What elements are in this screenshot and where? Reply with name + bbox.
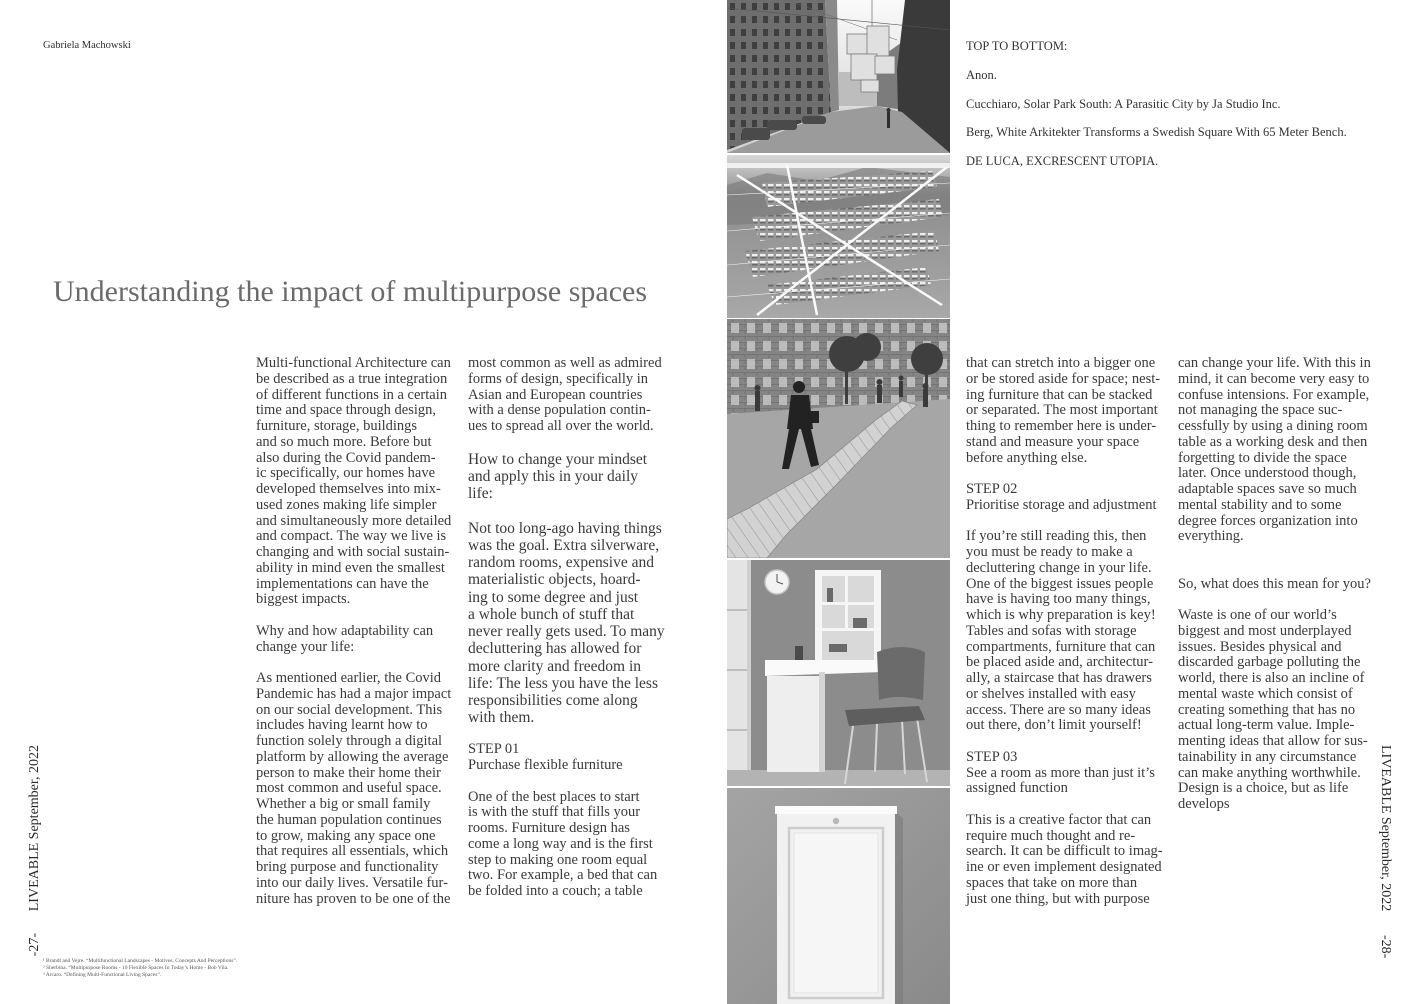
right-column-2: [1178, 356, 1371, 829]
text-line: STEP 03: [966, 748, 1018, 765]
running-head-left: LIVEABLE September, 2022: [27, 745, 42, 912]
text-line: discarded garbage polluting the: [1178, 654, 1361, 671]
text-line: Prioritise storage and adjustment: [966, 496, 1157, 513]
text-line: includes having learnt how to: [256, 717, 428, 734]
text-line: Berg, White Arkitekter Transforms a Swedish Square With 65 Meter Bench.: [966, 125, 1347, 140]
page-number-right: -28-: [1378, 935, 1393, 959]
photo-swedish-square-bench: [727, 319, 950, 558]
text-line: rooms. Furniture design has: [468, 820, 630, 836]
text-line: forms of design, specifically in: [468, 370, 648, 387]
text-line: degree forces organization into: [1178, 512, 1358, 529]
step-heading: [468, 742, 665, 774]
text-line: can change your life. With this in: [1178, 355, 1371, 371]
text-line: used zones making life simpler: [256, 496, 437, 513]
text-line: Waste is one of our world’s: [1178, 607, 1337, 623]
text-line: with them.: [468, 709, 535, 727]
text-line: world, there is also an incline of: [1178, 670, 1365, 686]
text-line: ³ Arcaro. “Defining Multi-Functional Living Spaces”.: [43, 972, 162, 978]
image-credits: [966, 39, 1347, 183]
text-line: of different functions in a certain: [256, 386, 447, 403]
text-line: issues. Besides physical and: [1178, 638, 1342, 655]
text-line: or shelves installed with easy: [966, 685, 1136, 702]
left-column-1: [256, 356, 451, 923]
article-title: Understanding the impact of multipurpose spaces: [53, 275, 648, 308]
text-line: ic specifically, our homes have: [256, 465, 436, 482]
text-line: creating something that has no: [1178, 701, 1356, 718]
text-line: the human population continues: [256, 811, 442, 828]
text-line: furniture, storage, buildings: [256, 418, 418, 434]
step-heading: [966, 750, 1163, 797]
text-line: function solely through a digital: [256, 733, 443, 749]
text-line: So, what does this mean for you?: [1178, 575, 1371, 592]
paragraph: [256, 671, 451, 907]
image-column: [727, 0, 950, 1004]
text-line: Asian and European countries: [468, 386, 643, 403]
text-line: Purchase flexible furniture: [468, 757, 623, 773]
text-line: Why and how adaptability can: [256, 622, 434, 639]
text-line: developed themselves into mix-: [256, 481, 441, 497]
text-line: be placed aside and, architectur-: [966, 654, 1153, 671]
text-line: ² Sherbina. “Multipurpose Rooms - 10 Flexible Spaces In Today’s Home - Bob Vila.: [43, 965, 229, 971]
photo-street-hanging-boxes: [727, 0, 950, 153]
section-heading: [1178, 577, 1371, 593]
text-line: require much thought and re-: [966, 827, 1136, 844]
text-line: change your life:: [256, 638, 355, 655]
text-line: biggest and most underplayed: [1178, 622, 1352, 639]
text-line: most common and useful space.: [256, 780, 442, 797]
paragraph: [1178, 608, 1371, 813]
photo-folded-wall-cabinet: [727, 788, 950, 1004]
text-line: just one thing, but with purpose: [966, 890, 1150, 907]
text-line: that requires all essentials, which: [256, 843, 449, 860]
text-line: implementations can have the: [256, 575, 429, 592]
section-heading: [468, 451, 665, 503]
text-line: out there, don’t limit yourself!: [966, 717, 1142, 734]
text-line: confuse intensions. For example,: [1178, 386, 1370, 403]
text-line: forgetting to divide the space: [1178, 449, 1347, 466]
text-line: Tables and sofas with storage: [966, 622, 1137, 639]
right-column-1: [966, 356, 1163, 923]
paragraph: [1178, 356, 1371, 545]
text-line: time and space through design,: [256, 402, 436, 419]
text-line: One of the best places to start: [468, 788, 640, 805]
footnotes: [43, 958, 237, 979]
text-line: random rooms, expensive and: [468, 554, 654, 571]
text-line: ing to some degree and just: [468, 588, 639, 606]
text-line: person to make their home their: [256, 764, 441, 781]
text-line: with a dense population contin-: [468, 402, 651, 419]
text-line: two. For example, a bed that can: [468, 867, 658, 884]
text-line: ues to spread all over the world.: [468, 418, 654, 434]
text-line: ally, a staircase that has drawers: [966, 670, 1152, 686]
text-line: most common as well as admired: [468, 355, 662, 371]
text-line: mental stability and to some: [1178, 496, 1342, 513]
text-line: table as a working desk and then: [1178, 433, 1368, 450]
text-line: See a room as more than just it’s: [966, 764, 1155, 781]
text-line: changing and with social sustain-: [256, 544, 450, 560]
intro-paragraph: [256, 356, 451, 608]
text-line: materialistic objects, hoard-: [468, 571, 641, 589]
text-line: search. It can be difficult to imag-: [966, 843, 1163, 860]
text-line: Whether a big or small family: [256, 796, 431, 812]
text-line: If you’re still reading this, then: [966, 528, 1147, 545]
text-line: life:: [468, 485, 493, 502]
text-line: ing furniture that can be stacked: [966, 386, 1153, 403]
text-line: cessfully by using a dining room: [1178, 418, 1368, 434]
text-line: before anything else.: [966, 449, 1088, 466]
text-line: or separated. The most important: [966, 402, 1158, 419]
text-line: and compact. The way we live is: [256, 528, 447, 545]
text-line: thing to remember here is under-: [966, 418, 1157, 434]
text-line: be folded into a couch; a table: [468, 883, 643, 899]
text-line: platform by allowing the average: [256, 748, 449, 765]
text-line: which is why preparation is key!: [966, 607, 1156, 623]
text-line: Cucchiaro, Solar Park South: A Parasitic City by Ja Studio Inc.: [966, 96, 1281, 111]
text-line: mind, it can become very easy to: [1178, 370, 1370, 387]
text-line: compartments, furniture that can: [966, 638, 1156, 655]
photo-solar-park-south: [727, 155, 950, 318]
paragraph: [468, 356, 665, 435]
text-line: Not too long-ago having things: [468, 519, 662, 537]
text-line: STEP 02: [966, 481, 1018, 497]
text-line: be described as a true integration: [256, 370, 448, 387]
text-line: Anon.: [966, 67, 997, 82]
text-line: you must be ready to make a: [966, 544, 1133, 560]
text-line: responsibilities come along: [468, 692, 638, 709]
text-line: ¹ Brandt and Vejre. “Multifunctional Landscapes - Motives, Concepts And Perceptions”.: [43, 958, 238, 964]
author-name: Gabriela Machowski: [43, 40, 131, 51]
text-line: later. Once understood though,: [1178, 465, 1357, 482]
text-line: decluttering has allowed for: [468, 640, 642, 658]
text-line: Pandemic has had a major impact: [256, 685, 452, 702]
running-head-right: LIVEABLE September, 2022: [1378, 745, 1393, 912]
text-line: decluttering change in your life.: [966, 559, 1152, 576]
section-heading: [256, 624, 451, 656]
text-line: a whole bunch of stuff that: [468, 605, 635, 623]
text-line: and apply this in your daily: [468, 467, 639, 485]
text-line: One of the biggest issues people: [966, 575, 1154, 592]
step-heading: [966, 482, 1163, 514]
text-line: have is having too many things,: [966, 591, 1151, 608]
text-line: access. There are so many ideas: [966, 701, 1151, 718]
text-line: not managing the space suc-: [1178, 402, 1343, 419]
text-line: Design is a choice, but as life: [1178, 780, 1349, 797]
text-line: can make anything worthwhile.: [1178, 764, 1361, 781]
text-line: mental waste which consist of: [1178, 685, 1353, 702]
text-line: How to change your mindset: [468, 450, 648, 468]
paragraph: [966, 529, 1163, 734]
text-line: menting ideas that allow for sus-: [1178, 733, 1368, 749]
text-line: stand and measure your space: [966, 433, 1140, 450]
photo-fold-out-desk: [727, 560, 950, 786]
paragraph: [468, 790, 665, 900]
text-line: more clarity and freedom in: [468, 657, 642, 675]
text-line: ine or even implement designated: [966, 859, 1162, 875]
text-line: into our daily lives. Versatile fur-: [256, 874, 448, 891]
text-line: This is a creative factor that can: [966, 811, 1152, 828]
text-line: DE LUCA, EXCRESCENT UTOPIA.: [966, 154, 1159, 168]
page-number-left: -27-: [27, 933, 42, 957]
left-column-2: [468, 356, 665, 916]
text-line: is with the stuff that fills your: [468, 804, 641, 821]
text-line: ability in mind even the smallest: [256, 559, 445, 576]
text-line: and simultaneously more detailed: [256, 512, 452, 529]
text-line: STEP 01: [468, 741, 520, 758]
text-line: develops: [1178, 796, 1230, 812]
text-line: tainability in any circumstance: [1178, 748, 1357, 765]
text-line: Multi-functional Architecture can: [256, 355, 451, 371]
text-line: step to making one room equal: [468, 851, 648, 868]
text-line: TOP TO BOTTOM:: [966, 39, 1068, 53]
paragraph: [966, 813, 1163, 908]
text-line: on our social development. This: [256, 701, 443, 718]
paragraph: [966, 356, 1163, 466]
text-line: assigned function: [966, 780, 1068, 797]
text-line: adaptable spaces save so much: [1178, 481, 1357, 497]
text-line: come a long way and is the first: [468, 835, 653, 852]
text-line: niture has proven to be one of the: [256, 890, 451, 907]
text-line: and so much more. Before but: [256, 433, 432, 450]
text-line: life: The less you have the less: [468, 674, 658, 692]
text-line: that can stretch into a bigger one: [966, 355, 1156, 371]
text-line: spaces that take on more than: [966, 874, 1138, 891]
text-line: to grow, making any space one: [256, 827, 436, 844]
text-line: biggest impacts.: [256, 591, 351, 608]
text-line: everything.: [1178, 528, 1244, 545]
text-line: actual long-term value. Imple-: [1178, 717, 1355, 734]
text-line: was the goal. Extra silverware,: [468, 536, 660, 554]
text-line: bring purpose and functionality: [256, 859, 439, 875]
text-line: also during the Covid pandem-: [256, 449, 436, 466]
text-line: never really gets used. To many: [468, 623, 665, 640]
text-line: or be stored aside for space; nest-: [966, 370, 1161, 387]
text-line: As mentioned earlier, the Covid: [256, 670, 442, 686]
paragraph: [468, 520, 665, 727]
